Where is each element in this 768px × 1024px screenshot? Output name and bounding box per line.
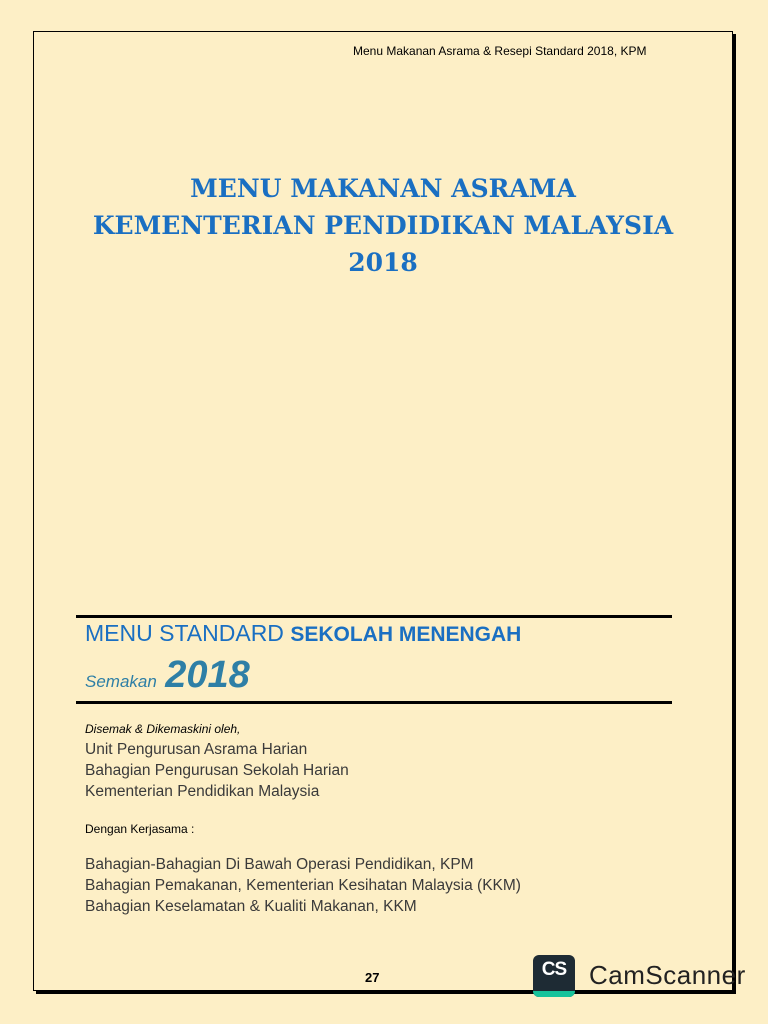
menu-standard-heading xyxy=(85,620,521,647)
divider-top xyxy=(76,615,672,618)
partner-line: Bahagian Keselamatan & Kualiti Makanan, KKM xyxy=(85,898,417,915)
school-level-text: SEKOLAH MENENGAH xyxy=(290,623,522,646)
divider-bottom xyxy=(76,701,672,704)
org-line: Bahagian Pengurusan Sekolah Harian xyxy=(85,762,349,779)
page-number: 27 xyxy=(365,970,380,985)
organization-block xyxy=(85,739,349,802)
title-line-1: MENU MAKANAN ASRAMA xyxy=(190,174,576,203)
partner-block xyxy=(85,854,521,917)
reviewed-by-label: Disemak & Dikemaskini oleh, xyxy=(85,722,241,736)
camscanner-watermark: CamScanner xyxy=(589,960,746,990)
revision-line xyxy=(85,654,250,697)
semakan-year: 2018 xyxy=(165,654,250,696)
document-title xyxy=(33,170,733,281)
camscanner-logo-icon xyxy=(533,955,575,997)
title-line-3: 2018 xyxy=(348,248,418,277)
menu-standard-text: MENU STANDARD xyxy=(85,620,284,646)
org-line: Unit Pengurusan Asrama Harian xyxy=(85,741,308,758)
cooperation-label: Dengan Kerjasama : xyxy=(85,822,195,836)
running-header: Menu Makanan Asrama & Resepi Standard 2018, KPM xyxy=(353,44,647,58)
camscanner-logo-text: CS xyxy=(541,959,567,980)
camscanner-logo-bar xyxy=(533,991,575,997)
org-line: Kementerian Pendidikan Malaysia xyxy=(85,783,320,800)
partner-line: Bahagian Pemakanan, Kementerian Kesihatan Malaysia (KKM) xyxy=(85,877,521,894)
semakan-label: Semakan xyxy=(85,672,157,691)
title-line-2: KEMENTERIAN PENDIDIKAN MALAYSIA xyxy=(92,211,674,240)
partner-line: Bahagian-Bahagian Di Bawah Operasi Pendidikan, KPM xyxy=(85,856,474,873)
